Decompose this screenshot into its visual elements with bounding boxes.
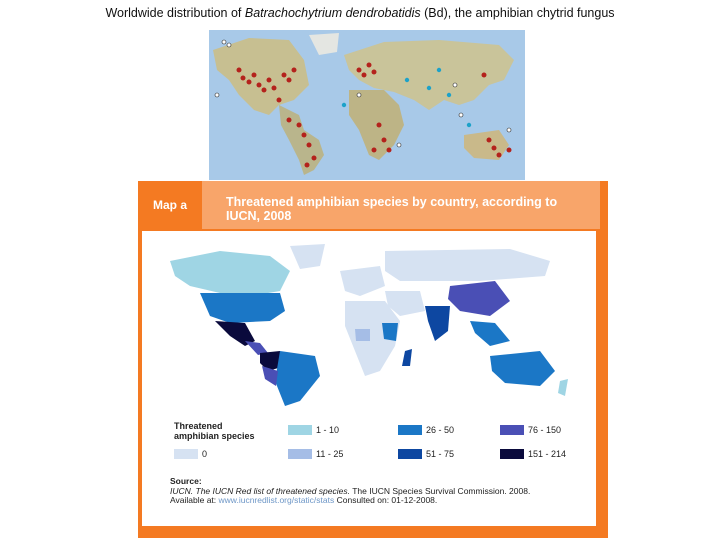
legend-label: 76 - 150	[528, 425, 562, 435]
legend-title: Threatened amphibian species	[174, 421, 255, 441]
source-available-prefix: Available at:	[170, 495, 219, 505]
threatened-species-map-panel	[138, 181, 608, 538]
legend-swatch	[398, 449, 422, 459]
legend-swatch	[500, 449, 524, 459]
legend-label: 26 - 50	[426, 425, 455, 435]
legend-label: 0	[202, 449, 208, 459]
legend-item-151-214	[500, 449, 566, 459]
legend-item-0	[174, 449, 207, 459]
slide-title	[0, 6, 720, 20]
legend-item-51-75	[398, 449, 454, 459]
map-source	[170, 477, 570, 506]
source-label: Source:	[170, 476, 202, 486]
slide-title-suffix: (Bd), the amphibian chytrid fungus	[420, 6, 615, 20]
legend-item-26-50	[398, 425, 454, 435]
legend-item-1-10	[288, 425, 339, 435]
legend-label: 1 - 10	[316, 425, 340, 435]
legend-item-76-150	[500, 425, 561, 435]
map-legend	[150, 421, 590, 471]
legend-label: 51 - 75	[426, 449, 455, 459]
bd-map-graphic	[209, 30, 525, 180]
map-a-title: Threatened amphibian species by country, according to IUCN, 2008	[222, 193, 590, 225]
threatened-species-choropleth	[150, 241, 592, 411]
source-citation-rest: The IUCN Species Survival Commission. 2008.	[350, 485, 531, 496]
source-citation-italic: IUCN. The IUCN Red list of threatened species.	[170, 485, 350, 496]
legend-label: 151 - 214	[528, 449, 567, 459]
bd-distribution-map	[209, 30, 525, 180]
source-link[interactable]: www.iucnredlist.org/static/stats	[218, 495, 335, 505]
slide-title-species: Batrachochytrium dendrobatidis	[244, 6, 421, 20]
legend-swatch	[288, 425, 312, 435]
map-a-content	[142, 231, 596, 526]
legend-swatch	[398, 425, 422, 435]
legend-swatch	[288, 449, 312, 459]
legend-swatch	[500, 425, 524, 435]
legend-label: 11 - 25	[316, 449, 344, 459]
source-consulted: Consulted on: 01-12-2008.	[334, 495, 438, 505]
map-a-tag: Map a	[138, 181, 202, 229]
legend-swatch	[174, 449, 198, 459]
legend-item-11-25	[288, 449, 343, 459]
slide-title-prefix: Worldwide distribution of	[105, 6, 245, 20]
